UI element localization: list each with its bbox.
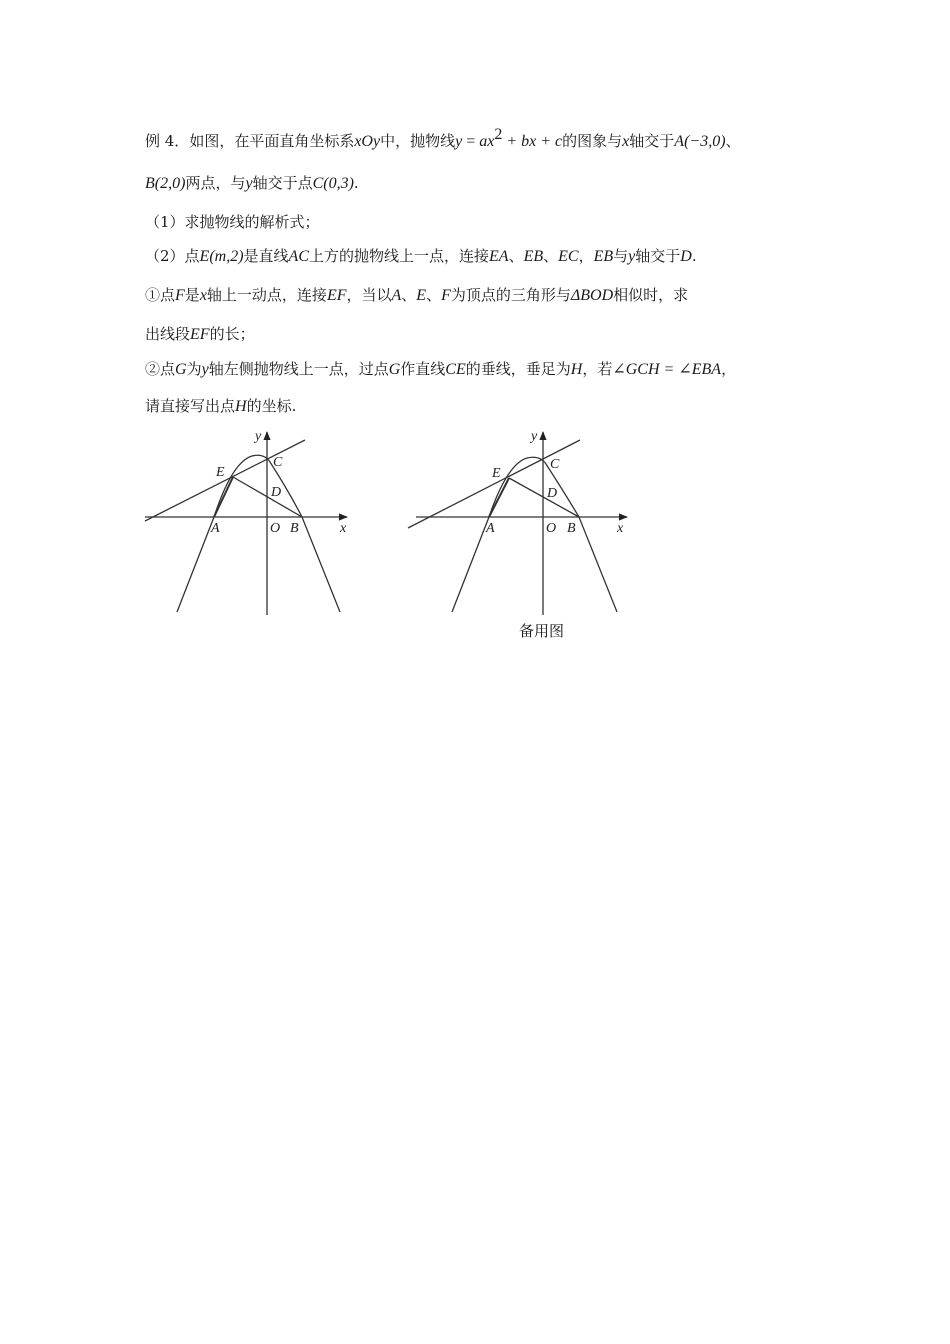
math-eb: EB bbox=[523, 248, 544, 265]
text: ， bbox=[721, 360, 737, 378]
figure-main bbox=[145, 432, 347, 615]
text: 为 bbox=[186, 360, 202, 378]
label-b: B bbox=[567, 521, 576, 536]
text: 是直线 bbox=[243, 247, 289, 265]
math-x: x bbox=[622, 133, 630, 150]
math-coord-system: xOy bbox=[354, 133, 381, 150]
text: 的垂线，垂足为 bbox=[465, 360, 571, 378]
label-y: y bbox=[255, 429, 262, 444]
text: ①点 bbox=[145, 286, 176, 304]
text: 为顶点的三角形与 bbox=[450, 286, 571, 304]
label-d: D bbox=[271, 485, 282, 500]
math-h: H bbox=[570, 361, 583, 378]
math-ec: EC bbox=[558, 248, 579, 265]
text: 轴左侧抛物线上一点，过点 bbox=[208, 360, 389, 378]
text: 的长； bbox=[209, 325, 255, 343]
text: 轴上一动点，连接 bbox=[206, 286, 327, 304]
math-ac: AC bbox=[288, 248, 309, 265]
text: 、 bbox=[725, 132, 741, 150]
math-y: y bbox=[201, 361, 209, 378]
text: （1）求抛物线的解析式； bbox=[145, 213, 320, 231]
math-h: H bbox=[235, 398, 247, 415]
segment-ea bbox=[489, 478, 509, 517]
math-eq: = bbox=[462, 133, 480, 150]
math-rest: + bx + c bbox=[502, 133, 563, 150]
label-o: O bbox=[546, 521, 557, 536]
math-x: x bbox=[199, 287, 207, 304]
label-a: A bbox=[486, 521, 495, 536]
math-exponent: 2 bbox=[494, 126, 503, 143]
math-y: y bbox=[245, 175, 253, 192]
math-g: G bbox=[175, 361, 187, 378]
text: ，当以 bbox=[346, 286, 392, 304]
figure-caption-backup: 备用图 bbox=[519, 622, 565, 640]
figure-backup bbox=[408, 432, 627, 615]
text: 的坐标. bbox=[246, 397, 297, 415]
text: 、 bbox=[401, 286, 417, 304]
text: . bbox=[353, 174, 359, 192]
text: 是 bbox=[184, 286, 200, 304]
math-f: F bbox=[175, 287, 185, 304]
math-y: y bbox=[628, 248, 636, 265]
math-ce: CE bbox=[445, 361, 466, 378]
math-f: F bbox=[441, 287, 451, 304]
math-point-a: A(−3,0) bbox=[674, 133, 726, 150]
label-y: y bbox=[531, 429, 538, 444]
math-ef: EF bbox=[326, 287, 347, 304]
label-e: E bbox=[216, 465, 225, 480]
segment-eb bbox=[509, 478, 579, 517]
text: ②点 bbox=[145, 360, 176, 378]
text: ，若 bbox=[582, 360, 613, 378]
text: ， bbox=[578, 247, 594, 265]
text: 与 bbox=[613, 247, 629, 265]
text: 作直线 bbox=[400, 360, 446, 378]
parabola bbox=[452, 457, 617, 612]
math-d: D bbox=[680, 248, 692, 265]
text: 相似时，求 bbox=[613, 286, 689, 304]
text: 的图象与 bbox=[562, 132, 623, 150]
text: . bbox=[691, 247, 697, 265]
parabola bbox=[177, 455, 340, 612]
text: 、 bbox=[543, 247, 559, 265]
text: 出线段 bbox=[145, 325, 191, 343]
math-ea: EA bbox=[489, 248, 509, 265]
text: 轴交于 bbox=[629, 132, 675, 150]
text: 上方的抛物线上一点，连接 bbox=[309, 247, 490, 265]
text: 如图，在平面直角坐标系 bbox=[189, 132, 355, 150]
math-e: E bbox=[416, 287, 427, 304]
math-y: y bbox=[455, 133, 463, 150]
line-ac bbox=[408, 440, 580, 528]
text: 两点，与 bbox=[185, 174, 246, 192]
text: 中，抛物线 bbox=[380, 132, 456, 150]
label-x: x bbox=[617, 521, 624, 536]
math-triangle-bod: ΔBOD bbox=[570, 287, 614, 304]
text: （2）点 bbox=[145, 247, 200, 265]
label-c: C bbox=[550, 457, 560, 472]
math-angle-equality: ∠GCH = ∠EBA bbox=[612, 361, 722, 378]
problem-label: 例 4． bbox=[145, 132, 190, 150]
math-ef: EF bbox=[190, 326, 210, 343]
math-point-e: E(m,2) bbox=[199, 248, 244, 265]
text: 轴交于 bbox=[635, 247, 681, 265]
math-ax: ax bbox=[479, 133, 495, 150]
label-x: x bbox=[340, 521, 347, 536]
label-c: C bbox=[273, 455, 283, 470]
label-o: O bbox=[270, 521, 281, 536]
label-b: B bbox=[290, 521, 299, 536]
label-d: D bbox=[547, 486, 558, 501]
text: 、 bbox=[426, 286, 442, 304]
math-eb: EB bbox=[593, 248, 614, 265]
text: 轴交于点 bbox=[252, 174, 313, 192]
math-a: A bbox=[391, 287, 402, 304]
text: 、 bbox=[508, 247, 524, 265]
math-point-b: B(2,0) bbox=[145, 175, 186, 192]
math-g: G bbox=[388, 361, 401, 378]
math-point-c: C(0,3) bbox=[312, 175, 354, 192]
label-a: A bbox=[211, 521, 220, 536]
label-e: E bbox=[492, 466, 501, 481]
text: 请直接写出点 bbox=[145, 397, 236, 415]
segment-ea bbox=[214, 477, 233, 517]
